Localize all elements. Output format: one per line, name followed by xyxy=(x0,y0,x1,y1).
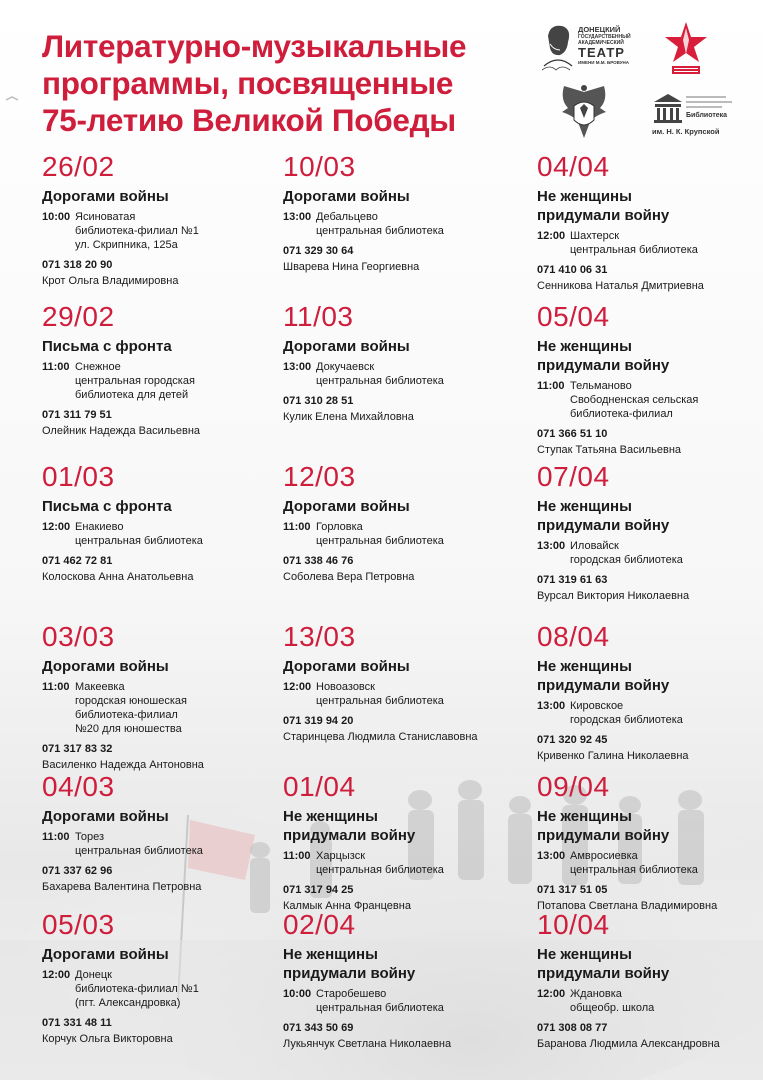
event-time: 12:00 xyxy=(283,681,312,693)
event-time: 13:00 xyxy=(537,700,566,712)
event-venue: Ясиноватая библиотека-филиал №1 ул. Скрипника, 125а xyxy=(75,211,199,251)
library-logo-line-2: им. Н. К. Крупской xyxy=(652,127,720,136)
victory-star-logo xyxy=(664,20,708,78)
event-contact-person: Корчук Ольга Викторовна xyxy=(42,1033,173,1045)
event-time: 11:00 xyxy=(537,380,565,392)
event-date: 04/03 xyxy=(42,771,115,802)
event-card xyxy=(42,772,283,910)
event-card xyxy=(537,622,747,772)
event-phone: 071 343 50 69 xyxy=(283,1022,354,1034)
event-date: 01/03 xyxy=(42,461,115,492)
event-date: 29/02 xyxy=(42,301,115,332)
event-card xyxy=(537,462,747,622)
event-card xyxy=(537,302,747,462)
event-time: 12:00 xyxy=(42,969,71,981)
events-grid xyxy=(42,152,742,1067)
library-logo xyxy=(652,88,752,140)
event-time: 13:00 xyxy=(537,540,566,552)
event-contact-person: Василенко Надежда Антоновна xyxy=(42,759,204,771)
event-contact-person: Бахарева Валентина Петровна xyxy=(42,881,202,893)
event-phone: 071 462 72 81 xyxy=(42,555,113,567)
event-venue: Донецк библиотека-филиал №1 (пгт. Александровка) xyxy=(75,969,199,1009)
event-schedule xyxy=(537,379,747,421)
event-venue: Иловайск городская библиотека xyxy=(570,540,683,566)
theatre-portrait-icon xyxy=(540,22,576,72)
event-time: 12:00 xyxy=(537,230,566,242)
theatre-logo xyxy=(540,22,640,82)
event-date: 04/04 xyxy=(537,151,610,182)
event-venue: Докучаевск центральная библиотека xyxy=(316,361,444,387)
event-time: 13:00 xyxy=(283,361,312,373)
event-card xyxy=(42,152,283,302)
event-phone: 071 311 79 51 xyxy=(42,409,112,421)
event-time: 11:00 xyxy=(283,850,311,862)
header xyxy=(42,28,512,139)
event-program-title: Не женщины придумали войну xyxy=(537,808,670,844)
event-program-title: Не женщины придумали войну xyxy=(537,498,670,534)
event-date: 12/03 xyxy=(283,461,356,492)
event-program-title: Письма с фронта xyxy=(42,338,172,355)
event-date: 02/04 xyxy=(283,909,356,940)
event-contact-person: Калмык Анна Францевна xyxy=(283,900,411,912)
event-date: 26/02 xyxy=(42,151,115,182)
event-program-title: Дорогами войны xyxy=(283,338,410,355)
event-contact-person: Старинцева Людмила Станиславовна xyxy=(283,731,478,743)
event-schedule xyxy=(42,360,283,402)
event-program-title: Письма с фронта xyxy=(42,498,172,515)
event-venue: Горловка центральная библиотека xyxy=(316,521,444,547)
event-venue: Новоазовск центральная библиотека xyxy=(316,681,444,707)
event-contact-person: Ступак Татьяна Васильевна xyxy=(537,444,682,456)
event-card xyxy=(537,772,747,910)
event-program-title: Дорогами войны xyxy=(283,498,410,515)
event-venue: Енакиево центральная библиотека xyxy=(75,521,203,547)
event-contact-person: Вурсал Виктория Николаевна xyxy=(537,590,690,602)
event-phone: 071 329 30 64 xyxy=(283,245,354,257)
event-venue: Тельманово Свободненская сельская библиотека-филиал xyxy=(570,380,699,420)
event-venue: Торез центральная библиотека xyxy=(75,831,203,857)
event-date: 05/03 xyxy=(42,909,115,940)
event-time: 11:00 xyxy=(42,361,70,373)
event-date: 13/03 xyxy=(283,621,356,652)
event-time: 10:00 xyxy=(42,211,71,223)
event-date: 09/04 xyxy=(537,771,610,802)
event-contact-person: Соболева Вера Петровна xyxy=(283,571,415,583)
event-card xyxy=(283,152,537,302)
page-title-line-2: программы, посвященные xyxy=(42,65,454,101)
event-date: 10/03 xyxy=(283,151,356,182)
event-program-title: Не женщины придумали войну xyxy=(537,188,670,224)
event-phone: 071 337 62 96 xyxy=(42,865,113,877)
event-card xyxy=(283,462,537,622)
event-program-title: Дорогами войны xyxy=(283,658,410,675)
event-time: 12:00 xyxy=(42,521,71,533)
event-phone: 071 338 46 76 xyxy=(283,555,354,567)
event-date: 11/03 xyxy=(283,301,354,332)
event-time: 11:00 xyxy=(283,521,311,533)
event-contact-person: Олейник Надежда Васильевна xyxy=(42,425,201,437)
event-date: 05/04 xyxy=(537,301,610,332)
event-schedule xyxy=(283,987,537,1015)
event-time: 12:00 xyxy=(537,988,566,1000)
event-time: 11:00 xyxy=(42,681,70,693)
event-schedule xyxy=(283,520,537,548)
theatre-logo-line-1: ДОНЕЦКИЙ xyxy=(578,25,621,34)
event-phone: 071 320 92 45 xyxy=(537,734,608,746)
event-program-title: Дорогами войны xyxy=(42,946,169,963)
event-schedule xyxy=(537,539,747,567)
event-phone: 071 317 83 32 xyxy=(42,743,113,755)
event-date: 10/04 xyxy=(537,909,610,940)
event-contact-person: Шварева Нина Георгиевна xyxy=(283,261,420,273)
event-schedule xyxy=(537,987,747,1015)
event-program-title: Не женщины придумали войну xyxy=(537,946,670,982)
event-card xyxy=(42,302,283,462)
event-time: 13:00 xyxy=(537,850,566,862)
coat-of-arms-logo xyxy=(558,82,610,142)
event-card xyxy=(42,910,283,1067)
event-schedule xyxy=(537,229,747,257)
event-phone: 071 310 28 51 xyxy=(283,395,354,407)
event-schedule xyxy=(283,849,537,877)
theatre-logo-line-3: АКАДЕМИЧЕСКИЙ xyxy=(578,40,624,46)
event-phone: 071 319 94 20 xyxy=(283,715,354,727)
event-program-title: Не женщины придумали войну xyxy=(537,338,670,374)
event-time: 10:00 xyxy=(283,988,312,1000)
event-date: 07/04 xyxy=(537,461,610,492)
page-title xyxy=(42,28,512,139)
event-program-title: Дорогами войны xyxy=(42,658,169,675)
event-card xyxy=(283,910,537,1067)
event-phone: 071 317 51 05 xyxy=(537,884,608,896)
event-schedule xyxy=(537,849,747,877)
event-date: 01/04 xyxy=(283,771,356,802)
event-venue: Старобешево центральная библиотека xyxy=(316,988,444,1014)
event-contact-person: Потапова Светлана Владимировна xyxy=(537,900,718,912)
event-contact-person: Баранова Людмила Александровна xyxy=(537,1038,720,1050)
event-venue: Амвросиевка центральная библиотека xyxy=(570,850,698,876)
event-phone: 071 331 48 11 xyxy=(42,1017,112,1029)
event-venue: Ждановка общеобр. школа xyxy=(570,988,655,1014)
event-contact-person: Сенникова Наталья Дмитриевна xyxy=(537,280,704,292)
logos-block xyxy=(536,20,751,140)
event-time: 13:00 xyxy=(283,211,312,223)
event-program-title: Дорогами войны xyxy=(42,188,169,205)
event-contact-person: Кулик Елена Михайловна xyxy=(283,411,414,423)
event-contact-person: Лукьянчук Светлана Николаевна xyxy=(283,1038,452,1050)
event-venue: Харцызск центральная библиотека xyxy=(316,850,444,876)
event-contact-person: Крот Ольга Владимировна xyxy=(42,275,179,287)
event-schedule xyxy=(42,680,283,736)
event-phone: 071 317 94 25 xyxy=(283,884,354,896)
theatre-logo-line-2: ГОСУДАРСТВЕННЫЙ xyxy=(578,34,631,40)
event-venue: Макеевка городская юношеская библиотека-филиал №20 для юношества xyxy=(75,681,187,735)
event-date: 08/04 xyxy=(537,621,610,652)
event-card xyxy=(537,152,747,302)
event-schedule xyxy=(42,968,283,1010)
event-card xyxy=(42,462,283,622)
event-venue: Снежное центральная городская библиотека для детей xyxy=(75,361,195,401)
event-schedule xyxy=(42,830,283,858)
event-schedule xyxy=(537,699,747,727)
event-schedule xyxy=(283,680,537,708)
event-contact-person: Кривенко Галина Николаевна xyxy=(537,750,689,762)
theatre-logo-line-5: ИМЕНИ М.М. БРОВУНА xyxy=(578,60,630,65)
library-building-icon xyxy=(652,92,684,124)
event-program-title: Дорогами войны xyxy=(283,188,410,205)
event-card xyxy=(537,910,747,1067)
event-card xyxy=(283,772,537,910)
event-date: 03/03 xyxy=(42,621,115,652)
page-title-line-1: Литературно-музыкальные xyxy=(42,28,467,64)
event-phone: 071 319 61 63 xyxy=(537,574,608,586)
event-phone: 071 318 20 90 xyxy=(42,259,113,271)
theatre-logo-line-4: ТЕАТР xyxy=(578,45,625,60)
event-schedule xyxy=(42,520,283,548)
event-program-title: Дорогами войны xyxy=(42,808,169,825)
event-card xyxy=(283,302,537,462)
event-schedule xyxy=(42,210,283,252)
page-title-line-3: 75-летию Великой Победы xyxy=(42,102,456,138)
event-card xyxy=(283,622,537,772)
event-phone: 071 366 51 10 xyxy=(537,428,608,440)
event-program-title: Не женщины придумали войну xyxy=(537,658,670,694)
event-time: 11:00 xyxy=(42,831,70,843)
event-venue: Дебальцево центральная библиотека xyxy=(316,211,444,237)
event-venue: Шахтерск центральная библиотека xyxy=(570,230,698,256)
event-phone: 071 410 06 31 xyxy=(537,264,608,276)
event-program-title: Не женщины придумали войну xyxy=(283,808,416,844)
event-schedule xyxy=(283,360,537,388)
event-contact-person: Колоскова Анна Анатольевна xyxy=(42,571,194,583)
event-schedule xyxy=(283,210,537,238)
event-card xyxy=(42,622,283,772)
event-venue: Кировское городская библиотека xyxy=(570,700,683,726)
library-logo-line-1: Библиотека xyxy=(686,112,728,119)
event-program-title: Не женщины придумали войну xyxy=(283,946,416,982)
event-phone: 071 308 08 77 xyxy=(537,1022,608,1034)
